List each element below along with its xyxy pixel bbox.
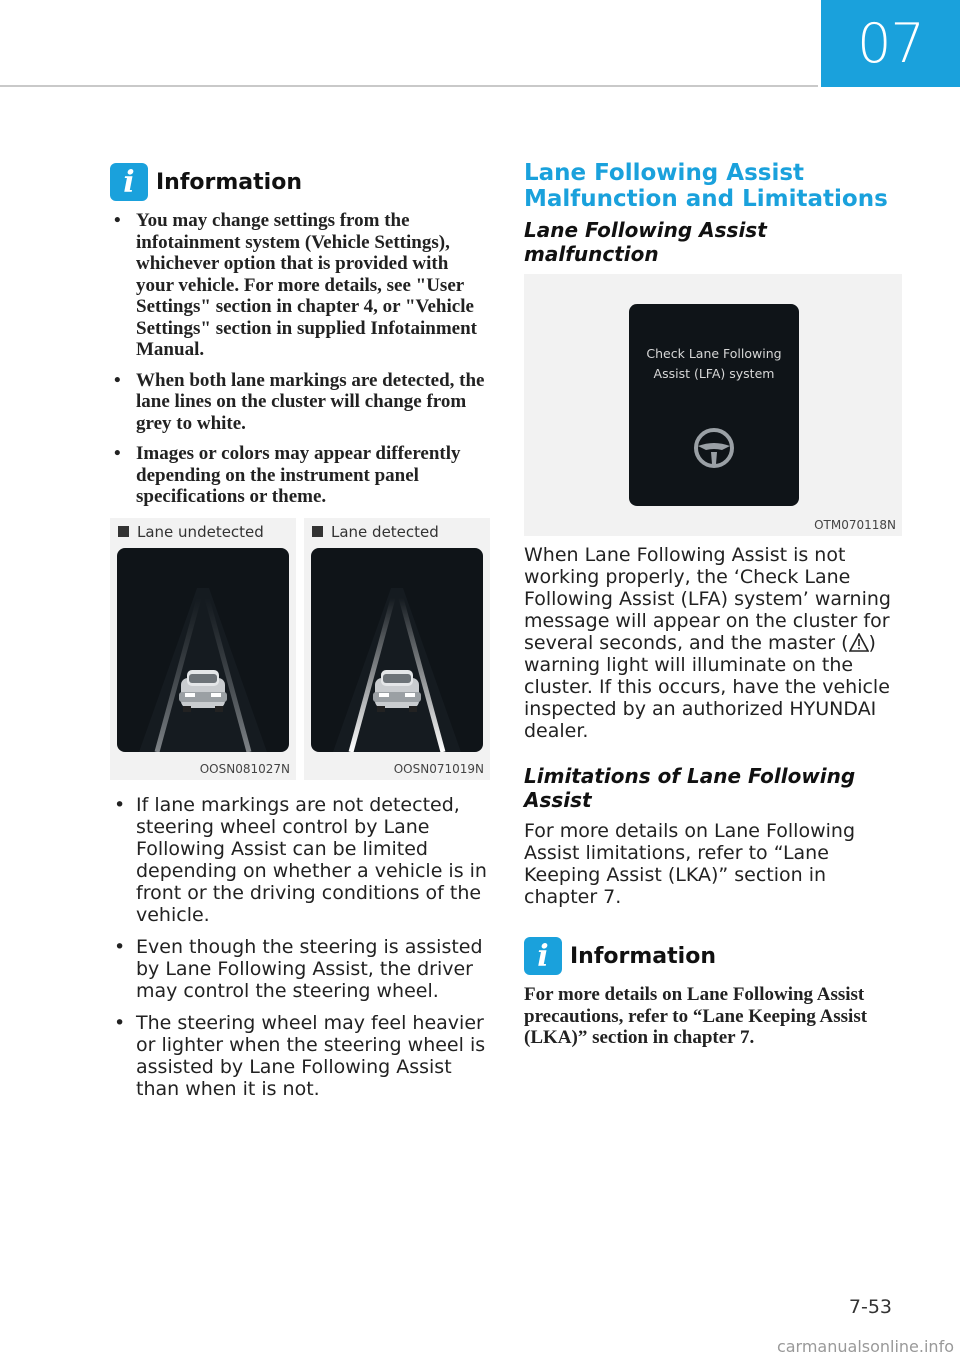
figure-lane-undetected: [110, 518, 296, 780]
lfa-notes-list: [110, 794, 490, 1100]
info-title: Information: [570, 943, 716, 969]
info-item: • Images or colors may appear differently depending on the instrument panel specifications or theme.: [110, 443, 490, 508]
malfunction-text: When Lane Following Assist is not working properly, the ‘Check Lane Following Assist (LFA) system’ warning message will appear on the cluster for several seconds, and the master ( ) warning light will illuminate on the cluster. If this occurs, have the vehicle inspected by an authorized HYUNDAI dealer.: [524, 544, 891, 742]
info-icon: i: [110, 163, 148, 201]
figure-code: OOSN071019N: [393, 761, 484, 776]
limitations-title: Limitations of Lane Following Assist: [524, 764, 856, 812]
cluster-image-detected: [311, 548, 483, 752]
info-item: • You may change settings from the infotainment system (Vehicle Settings), whichever option that is provided with your vehicle. For more details, see "User Settings" section in chapter 4, or "Vehicle Settings" section in supplied Infotainment Manual.: [110, 210, 490, 361]
left-column: [110, 160, 490, 1110]
info-header: [110, 160, 490, 204]
section-title: Lane Following Assist Malfunction and Limitations: [524, 160, 888, 212]
malfunction-title: Lane Following Assist malfunction: [524, 218, 767, 266]
cluster-warning-message: Check Lane Following Assist (LFA) system: [646, 346, 782, 381]
figure-code: OTM070118N: [814, 518, 896, 532]
figure-caption: Lane detected: [312, 523, 439, 541]
steering-wheel-icon: [692, 426, 736, 470]
info-item: • When both lane markings are detected, the lane lines on the cluster will change from grey to white.: [110, 370, 490, 435]
figure-caption: Lane undetected: [118, 523, 264, 541]
header-rule: [0, 85, 818, 87]
figure-lfa-warning: [524, 274, 902, 536]
figure-code: OOSN081027N: [199, 761, 290, 776]
info-text: For more details on Lane Following Assist precautions, refer to “Lane Keeping Assist (LKA)” section in chapter 7.: [524, 984, 868, 1048]
warning-triangle-icon: [849, 633, 869, 652]
list-item: • Even though the steering is assisted by Lane Following Assist, the driver may control the steering wheel.: [110, 936, 490, 1002]
info-icon: i: [524, 937, 562, 975]
cluster-display: [629, 304, 799, 506]
page-number: 7-53: [848, 1296, 892, 1318]
info-title: Information: [156, 169, 302, 195]
cluster-image-undetected: [117, 548, 289, 752]
lane-figures: [110, 518, 490, 780]
watermark: carmanualsonline.info: [776, 1337, 954, 1356]
info-header: [524, 934, 904, 978]
right-column: [524, 160, 904, 1049]
figure-lane-detected: [304, 518, 490, 780]
info-list: [110, 210, 490, 508]
chapter-tab: [821, 0, 960, 87]
list-item: • The steering wheel may feel heavier or lighter when the steering wheel is assisted by Lane Following Assist than when it is not.: [110, 1012, 490, 1100]
chapter-number: 07: [857, 12, 924, 75]
list-item: • If lane markings are not detected, steering wheel control by Lane Following Assist can be limited depending on whether a vehicle is in front or the driving conditions of the vehicle.: [110, 794, 490, 926]
limitations-text: For more details on Lane Following Assist limitations, refer to “Lane Keeping Assist (LKA)” section in chapter 7.: [524, 820, 856, 908]
